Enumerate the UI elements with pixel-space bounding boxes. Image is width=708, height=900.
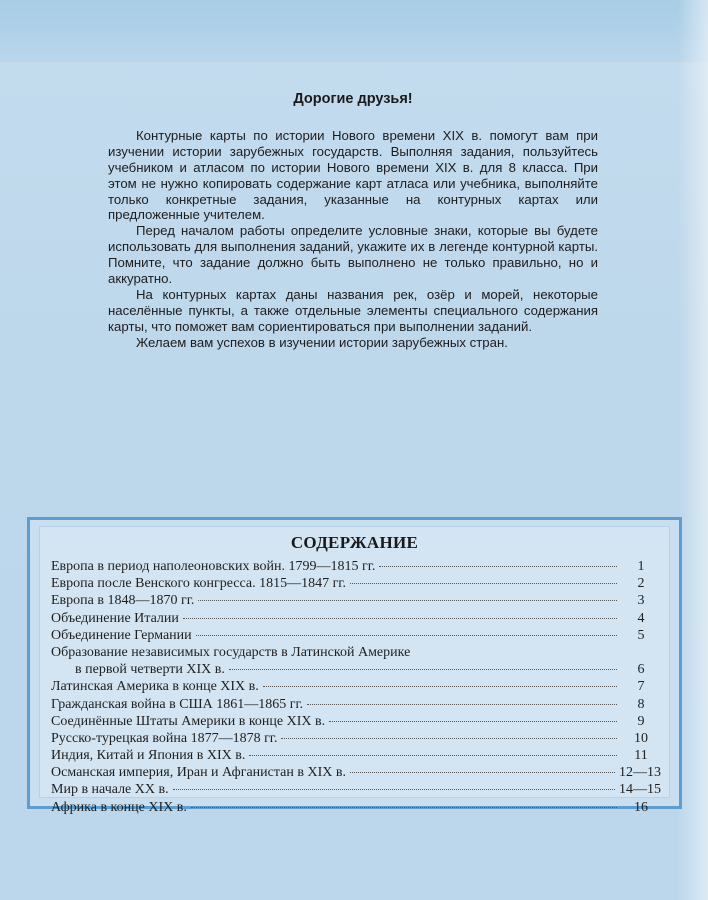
toc-item-title: Объединение Италии bbox=[51, 610, 179, 626]
toc-item-title: Европа после Венского конгресса. 1815—1847 гг. bbox=[51, 576, 346, 592]
toc-item[interactable] bbox=[51, 678, 661, 695]
toc-item-page: 12—13 bbox=[619, 765, 661, 781]
toc-leader-dots bbox=[281, 738, 617, 739]
toc-item-title-cont: в первой четверти XIX в. bbox=[75, 662, 225, 678]
toc-leader-dots bbox=[379, 566, 617, 567]
toc-item[interactable] bbox=[51, 558, 661, 575]
toc-item[interactable] bbox=[51, 610, 661, 627]
toc-item-title: Латинская Америка в конце XIX в. bbox=[51, 679, 259, 695]
intro-paragraph: На контурных картах даны названия рек, озёр и морей, некоторые населённые пункты, а также отдельные элементы специального содержания карты, что поможет вам сориентироваться при выполнении заданий. bbox=[108, 286, 598, 334]
intro-heading: Дорогие друзья! bbox=[293, 91, 413, 107]
page-edge-shading bbox=[678, 0, 708, 900]
toc-leader-dots bbox=[329, 721, 617, 722]
toc-item-page: 11 bbox=[634, 748, 648, 764]
toc-item-page: 1 bbox=[637, 559, 645, 574]
top-color-strip bbox=[0, 0, 708, 63]
toc-leader-dots bbox=[263, 686, 617, 687]
toc-item[interactable] bbox=[51, 799, 661, 816]
toc-item-title: Османская империя, Иран и Афганистан в XIX в. bbox=[51, 765, 346, 781]
table-of-contents bbox=[27, 517, 682, 815]
toc-leader-dots bbox=[307, 704, 617, 705]
toc-leader-dots bbox=[183, 618, 617, 619]
toc-item-title: Европа в период наполеоновских войн. 1799—1815 гг. bbox=[51, 559, 376, 574]
toc-leader-dots bbox=[198, 600, 617, 601]
toc-item-page: 7 bbox=[637, 679, 645, 695]
toc-item-page: 3 bbox=[637, 593, 645, 609]
toc-item[interactable] bbox=[51, 713, 661, 730]
toc-item[interactable] bbox=[51, 730, 661, 747]
toc-item[interactable] bbox=[51, 644, 661, 661]
toc-item-page: 14—15 bbox=[619, 782, 661, 798]
toc-item-title: Русско-турецкая война 1877—1878 гг. bbox=[51, 730, 278, 746]
toc-panel bbox=[39, 526, 670, 815]
toc-item-page: 10 bbox=[634, 730, 648, 746]
toc-item-title: Соединённые Штаты Америки в конце XIX в. bbox=[51, 713, 326, 729]
toc-leader-dots bbox=[350, 772, 615, 773]
toc-leader-dots bbox=[191, 807, 617, 808]
toc-item-title: Объединение Германии bbox=[51, 627, 192, 643]
intro-paragraph: Желаем вам успехов в изучении истории зарубежных стран. bbox=[136, 334, 508, 350]
toc-item-continuation[interactable] bbox=[51, 661, 661, 678]
toc-item-page: 6 bbox=[637, 662, 645, 678]
toc-item[interactable] bbox=[51, 696, 661, 713]
toc-item-page: 4 bbox=[637, 610, 645, 626]
toc-leader-dots bbox=[249, 755, 617, 756]
toc-item-page: 5 bbox=[637, 627, 645, 643]
toc-item-page: 8 bbox=[637, 696, 645, 712]
toc-item[interactable] bbox=[51, 575, 661, 592]
toc-item[interactable] bbox=[51, 592, 661, 609]
toc-leader-dots bbox=[173, 789, 615, 790]
toc-item-title: Индия, Китай и Япония в XIX в. bbox=[51, 748, 246, 764]
toc-item-title: Европа в 1848—1870 гг. bbox=[51, 593, 195, 609]
toc-item[interactable] bbox=[51, 781, 661, 798]
toc-title: СОДЕРЖАНИЕ bbox=[290, 533, 419, 552]
intro-paragraph: Перед началом работы определите условные знаки, которые вы будете использовать для выполнения заданий, укажите их в легенде контурной карты. Помните, что задание должно быть выполнено не только правильно, но и аккуратно. bbox=[108, 223, 598, 287]
toc-item-page: 9 bbox=[637, 713, 645, 729]
toc-list bbox=[51, 558, 661, 816]
intro-section bbox=[108, 92, 598, 351]
toc-item-title: Мир в начале XX в. bbox=[51, 782, 169, 798]
toc-item[interactable] bbox=[51, 627, 661, 644]
toc-item-title: Образование независимых государств в Латинской Америке bbox=[51, 644, 411, 660]
toc-item[interactable] bbox=[51, 764, 661, 781]
toc-leader-dots bbox=[350, 583, 617, 584]
toc-leader-dots bbox=[196, 635, 617, 636]
toc-leader-dots bbox=[229, 669, 617, 670]
toc-item[interactable] bbox=[51, 747, 661, 764]
intro-paragraph: Контурные карты по истории Нового времени XIX в. помогут вам при изучении истории зарубежных государств. Выполняя задания, пользуйтесь учебником и атласом по истории Нового времени XIX в. для 8 класса. При этом не нужно копировать содержание карт атласа или учебника, выполняйте только конкретные задания, указанные на контурных картах или предложенные учителем. bbox=[108, 127, 598, 223]
toc-item-title: Гражданская война в США 1861—1865 гг. bbox=[51, 696, 304, 712]
toc-item-page: 2 bbox=[637, 576, 645, 592]
toc-item-title: Африка в конце XIX в. bbox=[51, 799, 187, 815]
toc-item-page: 16 bbox=[634, 799, 648, 815]
